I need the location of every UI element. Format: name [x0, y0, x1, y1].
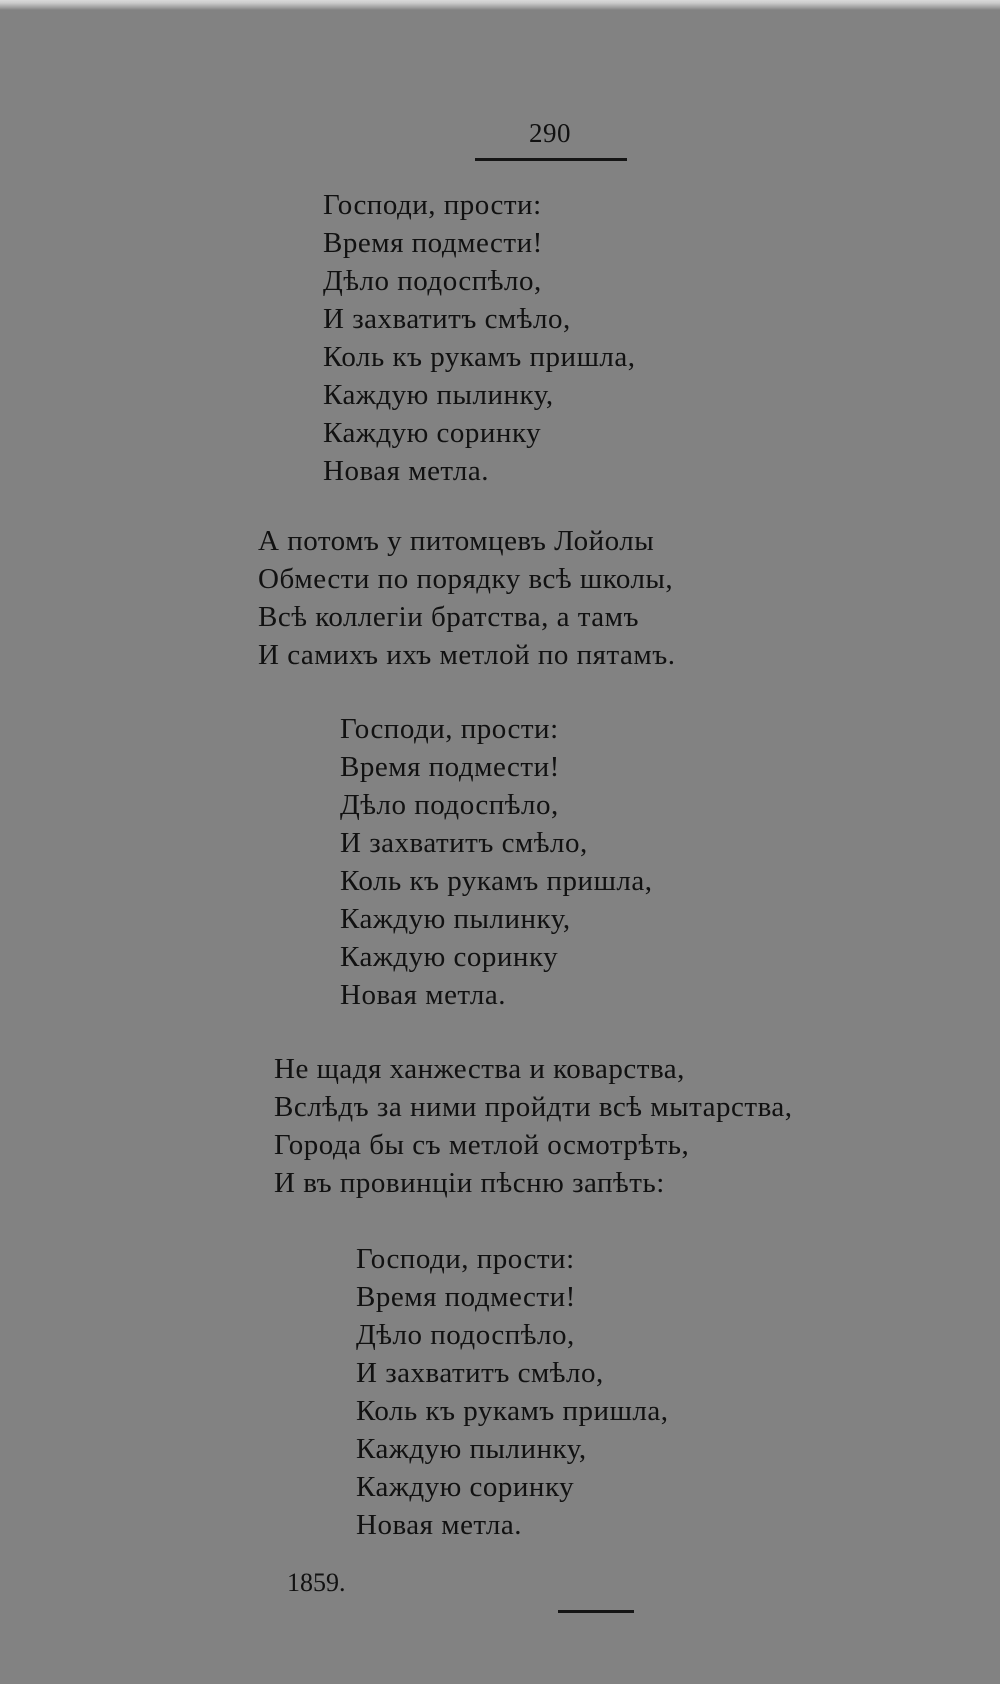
refrain-line: Каждую пылинку,: [323, 379, 554, 411]
refrain-line: Новая метла.: [356, 1509, 522, 1541]
refrain-line: Дѣло подоспѣло,: [340, 789, 559, 821]
refrain-line: Коль къ рукамъ пришла,: [340, 865, 653, 897]
refrain-line: Новая метла.: [323, 455, 489, 487]
refrain-line: Каждую соринку: [356, 1471, 575, 1503]
verse-line: А потомъ у питомцевъ Лойолы: [258, 525, 655, 557]
refrain-stanza-2: [340, 710, 653, 1014]
page-number: 290: [529, 118, 571, 148]
refrain-line: Каждую соринку: [340, 941, 559, 973]
refrain-line: Господи, прости:: [356, 1243, 575, 1275]
scan-top-edge: [0, 0, 1000, 10]
refrain-line: Каждую пылинку,: [356, 1433, 587, 1465]
refrain-line: И захватитъ смѣло,: [356, 1357, 604, 1389]
verse-line: Обмести по порядку всѣ школы,: [258, 563, 674, 595]
refrain-line: Коль къ рукамъ пришла,: [356, 1395, 669, 1427]
verse-stanza-2: [274, 1050, 793, 1202]
refrain-line: Время подмести!: [356, 1281, 576, 1313]
footer-rule: [558, 1610, 634, 1613]
header-rule: [475, 158, 627, 161]
verse-line: Всѣ коллегіи братства, а тамъ: [258, 601, 639, 633]
refrain-line: Господи, прости:: [323, 189, 542, 221]
verse-line: И самихъ ихъ метлой по пятамъ.: [258, 639, 676, 671]
refrain-line: Новая метла.: [340, 979, 506, 1011]
refrain-stanza-1: [323, 186, 636, 490]
refrain-line: Коль къ рукамъ пришла,: [323, 341, 636, 373]
verse-line: Города бы съ метлой осмотрѣть,: [274, 1129, 690, 1161]
refrain-line: Господи, прости:: [340, 713, 559, 745]
verse-line: И въ провинціи пѣсню запѣть:: [274, 1167, 665, 1199]
refrain-line: Дѣло подоспѣло,: [356, 1319, 575, 1351]
refrain-line: И захватитъ смѣло,: [340, 827, 588, 859]
refrain-line: Каждую пылинку,: [340, 903, 571, 935]
refrain-line: Время подмести!: [323, 227, 543, 259]
refrain-line: Дѣло подоспѣло,: [323, 265, 542, 297]
refrain-line: Время подмести!: [340, 751, 560, 783]
refrain-line: И захватитъ смѣло,: [323, 303, 571, 335]
refrain-stanza-3: [356, 1240, 669, 1544]
verse-line: Не щадя ханжества и коварства,: [274, 1053, 685, 1085]
poem-date: 1859.: [287, 1568, 346, 1597]
verse-stanza-1: [258, 522, 676, 674]
refrain-line: Каждую соринку: [323, 417, 542, 449]
verse-line: Вслѣдъ за ними пройдти всѣ мытарства,: [274, 1091, 793, 1123]
